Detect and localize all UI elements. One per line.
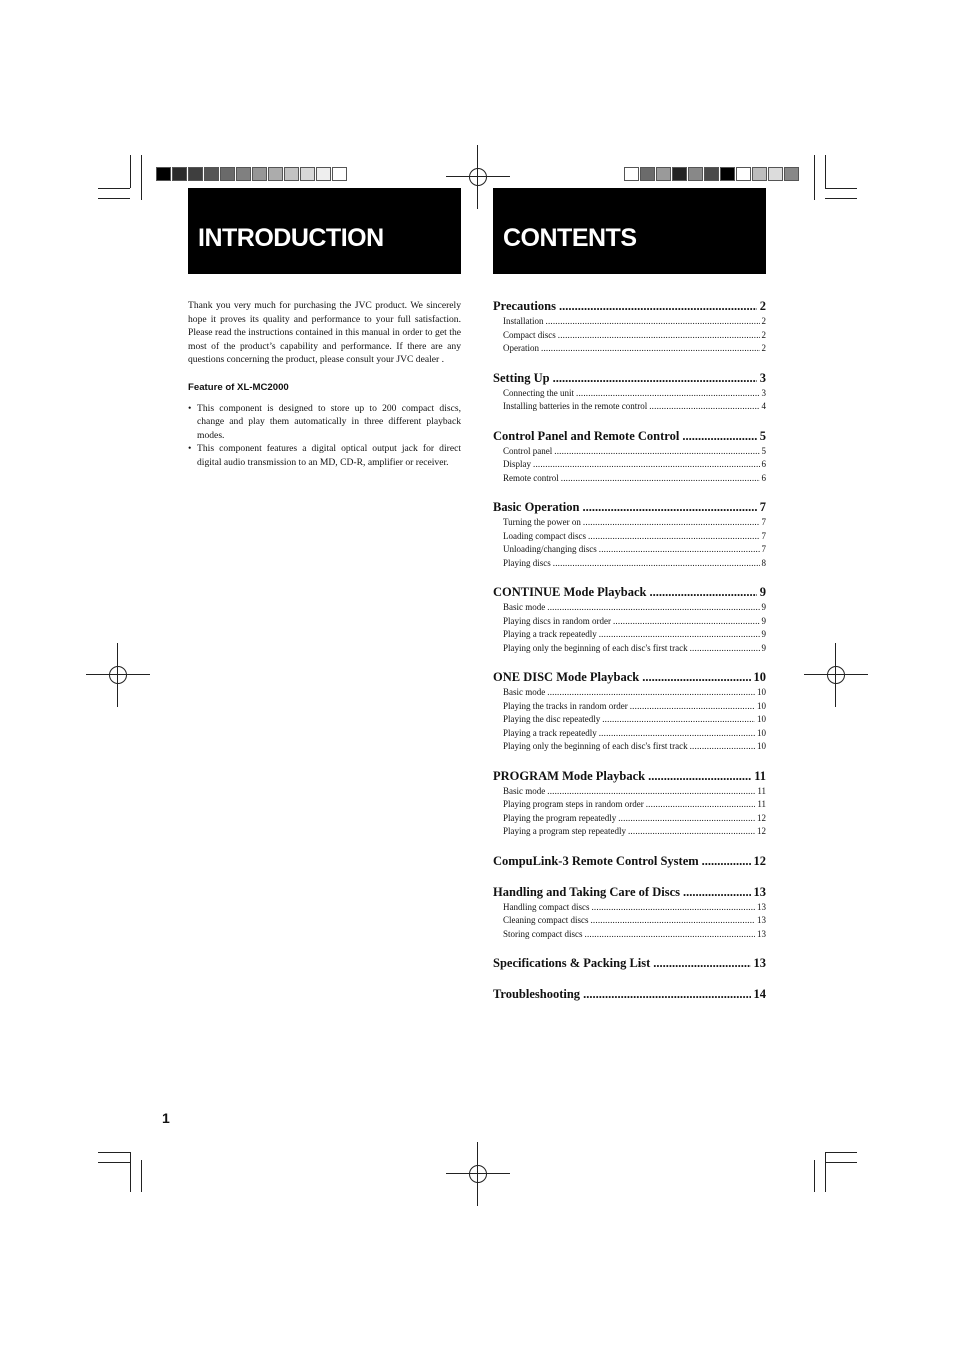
toc-section xyxy=(493,428,766,486)
toc-subentry-page: 13 xyxy=(757,901,766,912)
toc-leader-dots xyxy=(646,798,756,812)
color-swatch xyxy=(268,167,283,181)
toc-subentry[interactable] xyxy=(493,458,766,472)
introduction-body xyxy=(188,299,461,470)
introduction-header xyxy=(188,188,461,274)
toc-leader-dots xyxy=(682,428,756,445)
toc-subentry-page: 13 xyxy=(757,928,766,939)
toc-subentry-label: Control panel xyxy=(503,445,553,456)
toc-entry[interactable] xyxy=(493,986,766,1003)
toc-subentry-label: Installation xyxy=(503,316,544,326)
toc-subentry-label: Playing a track repeatedly xyxy=(503,629,597,639)
toc-subentry[interactable] xyxy=(493,557,766,571)
toc-subentry-label: Storing compact discs xyxy=(503,928,583,939)
toc-entry-title: PROGRAM Mode Playback xyxy=(493,768,646,783)
toc-section xyxy=(493,986,766,1003)
toc-entry[interactable] xyxy=(493,853,766,870)
toc-entry[interactable] xyxy=(493,768,766,785)
toc-entry-title: CompuLink-3 Remote Control System xyxy=(493,853,699,868)
toc-entry[interactable] xyxy=(493,669,766,686)
toc-subentry[interactable] xyxy=(493,700,766,714)
toc-leader-dots xyxy=(582,499,756,516)
toc-subentry[interactable] xyxy=(493,628,766,642)
toc-subentry-label: Playing the program repeatedly xyxy=(503,812,617,823)
color-swatch xyxy=(204,167,219,181)
toc-subentry-page: 12 xyxy=(757,812,766,823)
toc-subentry-label: Handling compact discs xyxy=(503,901,590,912)
color-swatch xyxy=(656,167,671,181)
toc-subentry[interactable] xyxy=(493,329,766,343)
registration-mark-bottom xyxy=(446,1142,510,1206)
color-swatch xyxy=(768,167,783,181)
toc-subentry-label: Operation xyxy=(503,343,539,353)
toc-leader-dots xyxy=(599,543,760,557)
toc-subentry[interactable] xyxy=(493,812,766,826)
toc-subentry-label: Basic mode xyxy=(503,602,546,612)
toc-entry-page: 9 xyxy=(759,585,766,599)
toc-subentry[interactable] xyxy=(493,798,766,812)
toc-subentry[interactable] xyxy=(493,740,766,754)
toc-leader-dots xyxy=(690,740,755,754)
toc-section xyxy=(493,884,766,942)
toc-subentry-page: 6 xyxy=(761,472,766,483)
toc-subentry[interactable] xyxy=(493,914,766,928)
toc-subentry[interactable] xyxy=(493,615,766,629)
toc-subentry-page: 9 xyxy=(761,642,766,653)
toc-leader-dots xyxy=(599,628,760,642)
toc-subentry-page: 12 xyxy=(757,826,766,836)
toc-entry[interactable] xyxy=(493,584,766,601)
feature-item: • This component is designed to store up to 200 compact discs, change and play them automatically in three different playback modes. xyxy=(188,402,461,443)
color-swatch xyxy=(784,167,799,181)
toc-subentry[interactable] xyxy=(493,928,766,942)
toc-section xyxy=(493,370,766,414)
toc-subentry-label: Playing only the beginning of each disc's first track xyxy=(503,642,688,653)
page-number: 1 xyxy=(162,1110,170,1126)
toc-section xyxy=(493,584,766,655)
toc-subentry-label: Display xyxy=(503,459,531,469)
toc-subentry-page: 7 xyxy=(761,544,766,554)
toc-leader-dots xyxy=(590,914,755,928)
toc-subentry[interactable] xyxy=(493,686,766,700)
toc-leader-dots xyxy=(653,955,750,972)
toc-subentry-page: 7 xyxy=(761,530,766,541)
toc-subentry-page: 11 xyxy=(757,785,766,796)
toc-entry-page: 11 xyxy=(754,768,766,783)
toc-entry-page: 13 xyxy=(753,884,766,899)
toc-leader-dots xyxy=(547,601,759,615)
toc-subentry-page: 6 xyxy=(761,459,766,469)
color-swatch xyxy=(236,167,251,181)
toc-subentry-label: Cleaning compact discs xyxy=(503,915,589,925)
toc-subentry-page: 4 xyxy=(761,401,766,411)
feature-item: • This component features a digital optical output jack for direct digital audio transmission to an MD, CD-R, amplifier or receiver. xyxy=(188,442,461,469)
toc-subentry[interactable] xyxy=(493,472,766,486)
toc-entry-title: Troubleshooting xyxy=(493,987,581,1001)
color-swatch xyxy=(720,167,735,181)
toc-subentry[interactable] xyxy=(493,901,766,915)
toc-entry-page: 5 xyxy=(759,428,766,443)
toc-subentry-page: 9 xyxy=(761,615,766,626)
toc-subentry-page: 13 xyxy=(757,915,766,925)
color-swatch xyxy=(316,167,331,181)
toc-leader-dots xyxy=(547,785,755,799)
registration-mark-left xyxy=(86,643,150,707)
toc-subentry-label: Playing program steps in random order xyxy=(503,799,644,809)
introduction-title: INTRODUCTION xyxy=(198,224,384,252)
toc-subentry[interactable] xyxy=(493,713,766,727)
toc-subentry-label: Playing the tracks in random order xyxy=(503,700,628,711)
toc-subentry-label: Playing the disc repeatedly xyxy=(503,714,601,724)
toc-entry-title: CONTINUE Mode Playback xyxy=(493,585,647,599)
toc-leader-dots xyxy=(553,557,760,571)
color-swatch xyxy=(156,167,171,181)
toc-subentry-page: 10 xyxy=(757,727,766,738)
toc-subentry-label: Playing discs in random order xyxy=(503,615,611,626)
toc-subentry[interactable] xyxy=(493,530,766,544)
toc-entry-page: 3 xyxy=(759,370,766,385)
toc-entry-page: 7 xyxy=(759,500,766,514)
toc-entry[interactable] xyxy=(493,884,766,901)
toc-subentry-page: 3 xyxy=(761,387,766,398)
toc-subentry-label: Playing a program step repeatedly xyxy=(503,826,626,836)
toc-leader-dots xyxy=(559,298,757,315)
toc-subentry-label: Playing only the beginning of each disc's first track xyxy=(503,741,688,751)
toc-leader-dots xyxy=(561,472,760,486)
toc-subentry[interactable] xyxy=(493,315,766,329)
toc-leader-dots xyxy=(576,387,760,401)
toc-entry-title: Setting Up xyxy=(493,370,550,385)
toc-entry-title: ONE DISC Mode Playback xyxy=(493,670,640,684)
toc-subentry-label: Connecting the unit xyxy=(503,387,574,398)
toc-subentry-page: 9 xyxy=(761,602,766,612)
toc-section xyxy=(493,499,766,570)
toc-subentry-label: Basic mode xyxy=(503,687,546,697)
toc-entry[interactable] xyxy=(493,955,766,972)
toc-leader-dots xyxy=(630,700,755,714)
toc-leader-dots xyxy=(628,825,755,839)
toc-leader-dots xyxy=(546,315,760,329)
color-swatch xyxy=(300,167,315,181)
toc-subentry-page: 10 xyxy=(757,700,766,711)
toc-subentry-label: Loading compact discs xyxy=(503,530,586,541)
toc-subentry[interactable] xyxy=(493,400,766,414)
toc-entry-page: 2 xyxy=(759,299,766,313)
toc-leader-dots xyxy=(648,768,751,785)
toc-subentry-label: Playing a track repeatedly xyxy=(503,727,597,738)
toc-subentry-page: 8 xyxy=(761,557,766,568)
toc-section xyxy=(493,853,766,870)
color-swatch xyxy=(252,167,267,181)
toc-leader-dots xyxy=(690,642,760,656)
toc-entry-page: 13 xyxy=(753,956,766,970)
contents-header xyxy=(493,188,766,274)
toc-entry[interactable] xyxy=(493,428,766,445)
toc-subentry-page: 7 xyxy=(761,517,766,527)
color-calibration-bar-left xyxy=(156,167,348,181)
toc-subentry[interactable] xyxy=(493,825,766,839)
toc-subentry-page: 11 xyxy=(757,799,766,809)
toc-subentry-page: 5 xyxy=(761,445,766,456)
toc-subentry[interactable] xyxy=(493,516,766,530)
toc-subentry[interactable] xyxy=(493,642,766,656)
toc-leader-dots xyxy=(649,584,756,601)
color-swatch xyxy=(752,167,767,181)
color-swatch xyxy=(284,167,299,181)
color-swatch xyxy=(220,167,235,181)
color-swatch xyxy=(688,167,703,181)
toc-leader-dots xyxy=(702,853,751,870)
toc-leader-dots xyxy=(583,516,760,530)
color-swatch xyxy=(672,167,687,181)
contents-title: CONTENTS xyxy=(503,224,637,252)
toc-leader-dots xyxy=(599,727,755,741)
color-swatch xyxy=(736,167,751,181)
toc-leader-dots xyxy=(588,530,760,544)
toc-subentry[interactable] xyxy=(493,543,766,557)
toc-leader-dots xyxy=(618,812,755,826)
toc-entry[interactable] xyxy=(493,499,766,516)
toc-subentry-page: 10 xyxy=(757,741,766,751)
toc-leader-dots xyxy=(533,458,760,472)
toc-leader-dots xyxy=(553,370,757,387)
feature-heading: Feature of XL-MC2000 xyxy=(188,381,289,393)
toc-entry-title: Control Panel and Remote Control xyxy=(493,428,680,443)
toc-leader-dots xyxy=(613,615,760,629)
color-swatch xyxy=(704,167,719,181)
toc-subentry[interactable] xyxy=(493,601,766,615)
toc-subentry-page: 2 xyxy=(761,316,766,326)
toc-leader-dots xyxy=(541,342,760,356)
color-swatch xyxy=(640,167,655,181)
toc-leader-dots xyxy=(558,329,760,343)
toc-subentry-page: 10 xyxy=(757,687,766,697)
toc-entry-page: 10 xyxy=(753,670,766,684)
toc-leader-dots xyxy=(585,928,756,942)
color-swatch xyxy=(188,167,203,181)
toc-subentry[interactable] xyxy=(493,445,766,459)
color-swatch xyxy=(332,167,347,181)
toc-leader-dots xyxy=(554,445,759,459)
toc-leader-dots xyxy=(683,884,751,901)
toc-leader-dots xyxy=(649,400,759,414)
table-of-contents xyxy=(493,298,766,1017)
toc-subentry-label: Compact discs xyxy=(503,329,556,340)
toc-leader-dots xyxy=(602,713,755,727)
toc-entry-title: Basic Operation xyxy=(493,500,580,514)
toc-subentry-page: 10 xyxy=(757,714,766,724)
toc-entry-title: Specifications & Packing List xyxy=(493,956,651,970)
color-swatch xyxy=(172,167,187,181)
introduction-paragraph: Thank you very much for purchasing the JVC product. We sincerely hope it proves its quality and performance to your full satisfaction. Please read the instructions contained in this manual in order to get the most of the product’s capability and performance. If there are any questions concerning the product, please consult your JVC dealer . xyxy=(188,300,461,366)
toc-subentry[interactable] xyxy=(493,727,766,741)
toc-section xyxy=(493,955,766,972)
toc-subentry[interactable] xyxy=(493,342,766,356)
toc-subentry-label: Basic mode xyxy=(503,785,546,796)
registration-mark-right xyxy=(804,643,868,707)
toc-subentry-label: Installing batteries in the remote control xyxy=(503,401,648,411)
toc-subentry-page: 2 xyxy=(761,343,766,353)
toc-entry-title: Handling and Taking Care of Discs xyxy=(493,884,680,899)
toc-section xyxy=(493,298,766,356)
toc-subentry-label: Remote control xyxy=(503,472,559,483)
toc-entry-page: 14 xyxy=(753,987,766,1001)
toc-subentry[interactable] xyxy=(493,387,766,401)
toc-leader-dots xyxy=(642,669,750,686)
toc-section xyxy=(493,768,766,839)
toc-leader-dots xyxy=(547,686,755,700)
toc-subentry-label: Playing discs xyxy=(503,557,551,568)
color-swatch xyxy=(624,167,639,181)
toc-subentry[interactable] xyxy=(493,785,766,799)
toc-subentry-label: Unloading/changing discs xyxy=(503,544,597,554)
toc-leader-dots xyxy=(583,986,750,1003)
toc-subentry-page: 9 xyxy=(761,629,766,639)
color-calibration-bar-right xyxy=(624,167,800,181)
toc-subentry-label: Turning the power on xyxy=(503,517,581,527)
toc-entry-page: 12 xyxy=(753,853,766,868)
toc-leader-dots xyxy=(591,901,755,915)
toc-section xyxy=(493,669,766,754)
toc-entry-title: Precautions xyxy=(493,299,556,313)
feature-list xyxy=(188,402,461,470)
toc-entry[interactable] xyxy=(493,370,766,387)
toc-subentry-page: 2 xyxy=(761,329,766,340)
toc-entry[interactable] xyxy=(493,298,766,315)
